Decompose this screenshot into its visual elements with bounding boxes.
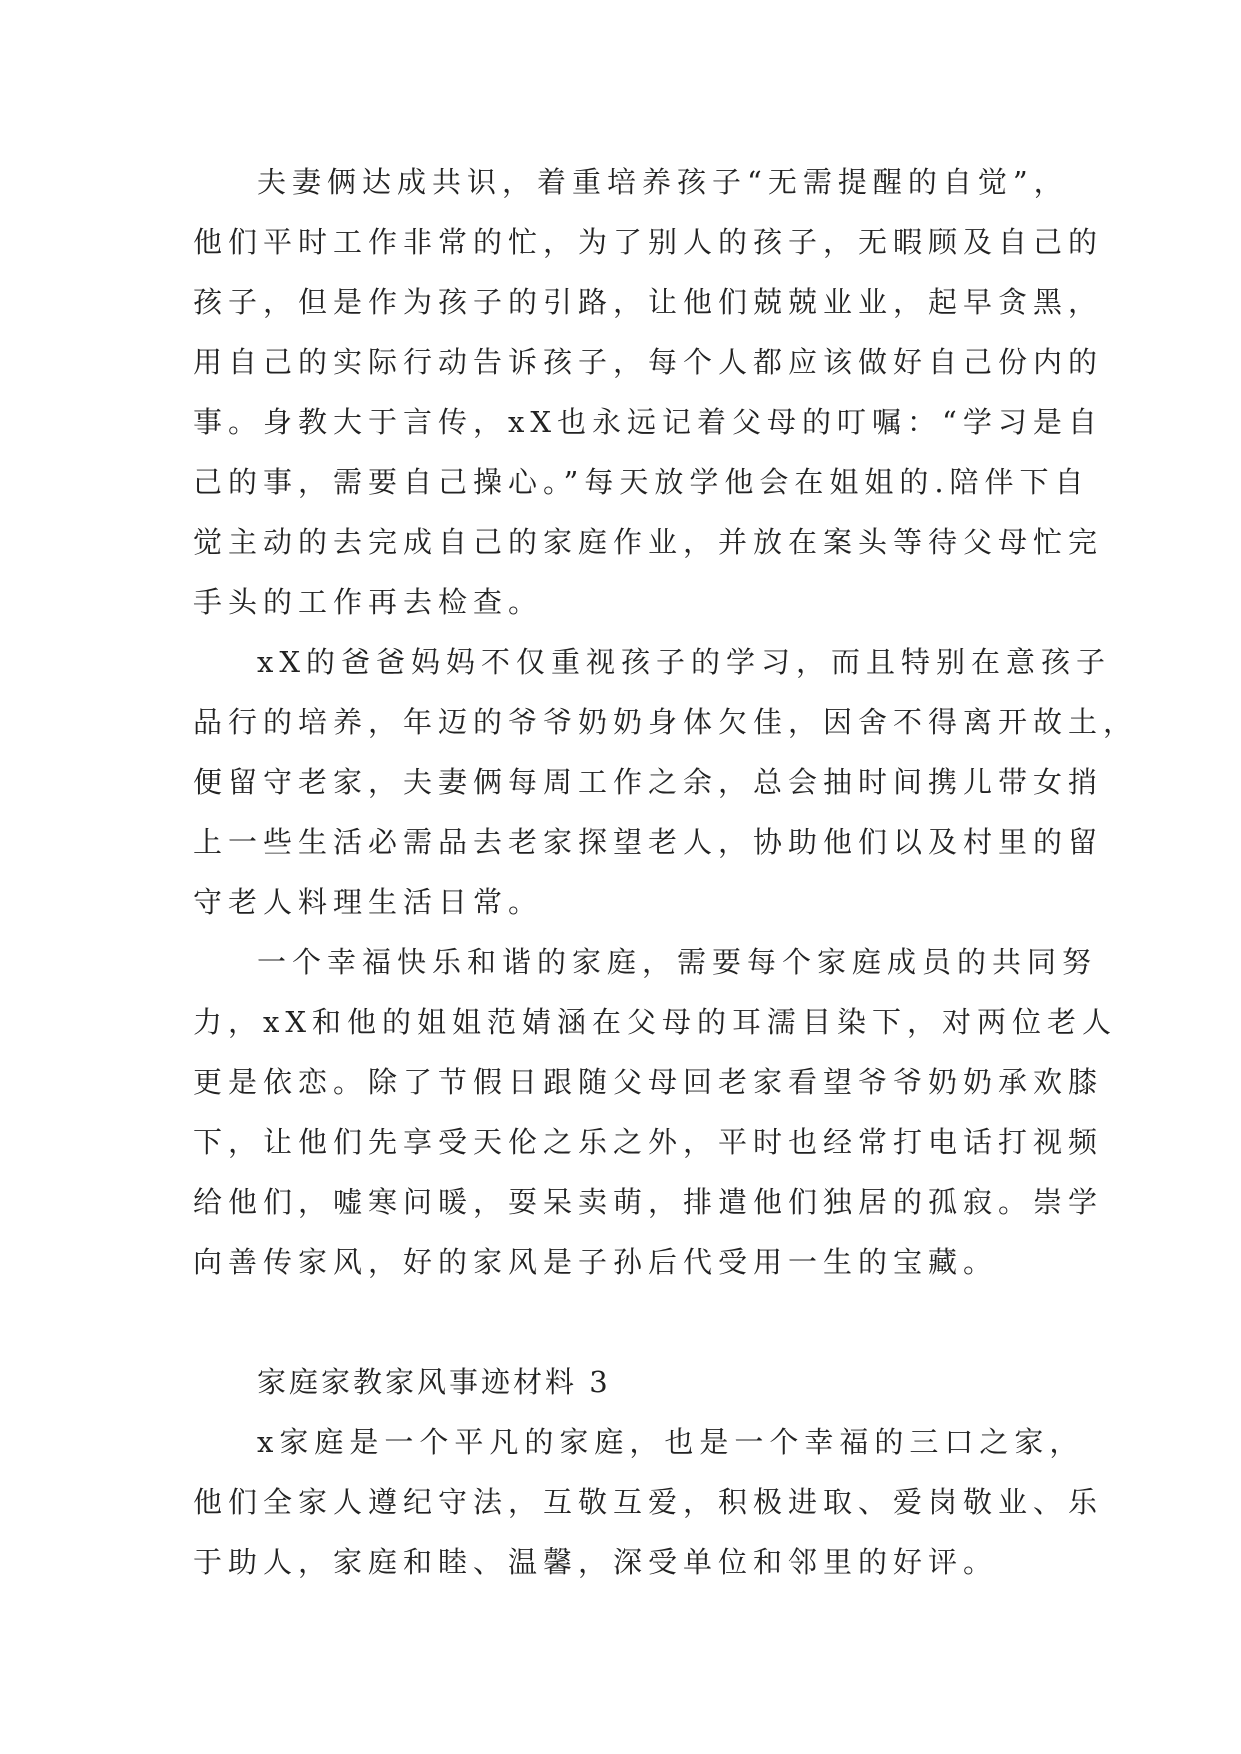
text-line: 孩子，但是作为孩子的引路，让他们兢兢业业，起早贪黑， <box>193 285 1104 319</box>
text-line: 守老人料理生活日常。 <box>193 885 544 919</box>
section-spacer <box>193 1292 1073 1352</box>
text-line: 事。身教大于言传，xX也永远记着父母的叮嘱：“学习是自 <box>193 405 1103 439</box>
document-body <box>193 152 1139 1592</box>
text-line: 下，让他们先享受天伦之乐之外，平时也经常打电话打视频 <box>193 1125 1104 1159</box>
paragraph-2 <box>193 632 1139 932</box>
text-line: 于助人，家庭和睦、温馨，深受单位和邻里的好评。 <box>193 1545 999 1579</box>
text-line: 更是依恋。除了节假日跟随父母回老家看望爷爷奶奶承欢膝 <box>193 1065 1104 1099</box>
section-heading: 家庭家教家风事迹材料 3 <box>257 1365 611 1399</box>
text-line: xX的爸爸妈妈不仅重视孩子的学习，而且特别在意孩子 <box>257 645 1112 679</box>
text-line: 一个幸福快乐和谐的家庭，需要每个家庭成员的共同努 <box>257 945 1098 979</box>
text-line: 上一些生活必需品去老家探望老人，协助他们以及村里的留 <box>193 825 1104 859</box>
text-line: 夫妻俩达成共识，着重培养孩子“无需提醒的自觉”， <box>257 165 1069 199</box>
text-line: 用自己的实际行动告诉孩子，每个人都应该做好自己份内的 <box>193 345 1104 379</box>
text-line: 力，xX和他的姐姐范婧涵在父母的耳濡目染下，对两位老人 <box>193 1005 1118 1039</box>
text-line: 便留守老家，夫妻俩每周工作之余，总会抽时间携儿带女捎 <box>193 765 1104 799</box>
text-line: x家庭是一个平凡的家庭，也是一个幸福的三口之家， <box>257 1425 1085 1459</box>
text-line: 向善传家风，好的家风是子孙后代受用一生的宝藏。 <box>193 1245 999 1279</box>
paragraph-1 <box>193 152 1104 632</box>
text-line: 品行的培养，年迈的爷爷奶奶身体欠佳，因舍不得离开故土， <box>193 705 1139 739</box>
paragraph-4 <box>193 1412 1104 1592</box>
text-line: 手头的工作再去检查。 <box>193 585 544 619</box>
paragraph-3 <box>193 932 1118 1292</box>
text-line: 给他们，嘘寒问暖，耍呆卖萌，排遣他们独居的孤寂。崇学 <box>193 1185 1104 1219</box>
text-line: 他们平时工作非常的忙，为了别人的孩子，无暇顾及自己的 <box>193 225 1104 259</box>
text-line: 己的事，需要自己操心。”每天放学他会在姐姐的.陪伴下自 <box>193 465 1090 499</box>
text-line: 他们全家人遵纪守法，互敬互爱，积极进取、爱岗敬业、乐 <box>193 1485 1104 1519</box>
text-line: 觉主动的去完成自己的家庭作业，并放在案头等待父母忙完 <box>193 525 1104 559</box>
